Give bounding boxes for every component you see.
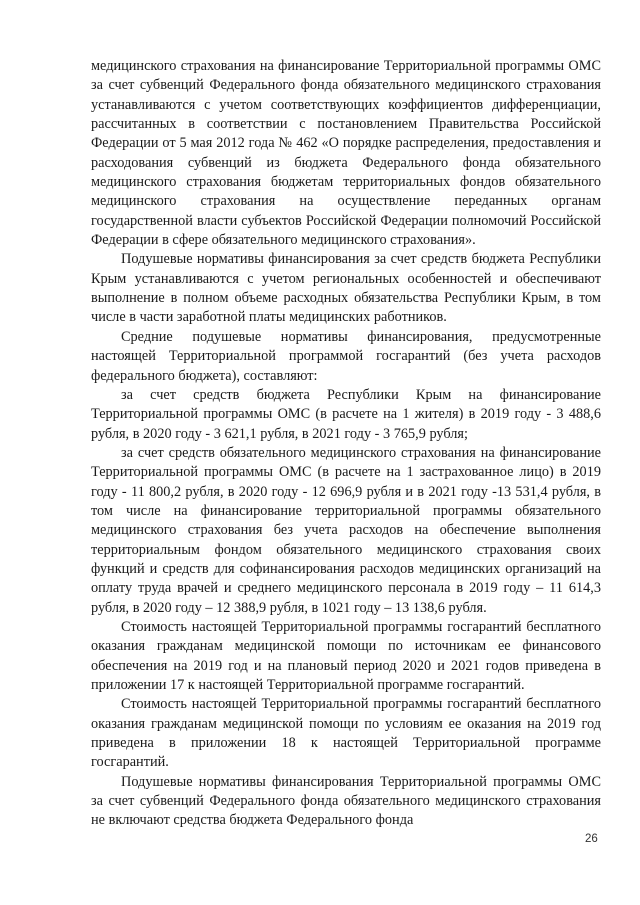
paragraph-subvention-coefficients: медицинского страхования на финансирование Территориальной программы ОМС за счет субвенций Федерального фонда обязательного медицинского страхования устанавливаются с учетом соответствующих коэффициентов дифференциации, рассчитанных в соответствии с постановлением Правительства Российской Федерации от 5 мая 2012 года № 462 «О порядке распределения, предоставления и расходования субвенций из бюджета Федерального фонда обязательного медицинского страхования бюджетам территориальных фондов обязательного медицинского страхования на осуществление переданных органам государственной власти субъектов Российской Федерации полномочий Российской Федерации в сфере обязательного медицинского страхования». [91,58,601,249]
paragraph-subvention-exclusions: Подушевые нормативы финансирования Территориальной программы ОМС за счет субвенций Федерального фонда обязательного медицинского страхования не включают средства бюджета Федерального фонда [91,773,601,829]
paragraph-crimea-budget-amounts: за счет средств бюджета Республики Крым на финансирование Территориальной программы ОМС (в расчете на 1 жителя) в 2019 году - 3 488,6 рубля, в 2020 году - 3 621,1 рубля, в 2021 году - 3 765,9 рубля; [91,386,601,442]
document-body [91,57,601,831]
paragraph-cost-by-conditions: Стоимость настоящей Территориальной программы госгарантий бесплатного оказания гражданам медицинской помощи по условиям ее оказания на 2019 год приведена в приложении 18 к настоящей Территориальной программе госгарантий. [91,696,601,771]
paragraph-cost-by-sources: Стоимость настоящей Территориальной программы госгарантий бесплатного оказания гражданам медицинской помощи по источникам ее финансового обеспечения на 2019 год и на плановый период 2020 и 2021 годов приведена в приложении 17 к настоящей Территориальной программе госгарантий. [91,618,601,693]
paragraph-crimea-budget-norms: Подушевые нормативы финансирования за счет средств бюджета Республики Крым устанавливаются с учетом региональных особенностей и обеспечивают выполнение в полном объеме расходных обязательства Республики Крым, в том числе в части заработной платы медицинских работников. [91,251,601,326]
paragraph-oms-amounts: за счет средств обязательного медицинского страхования на финансирование Территориальной программы ОМС (в расчете на 1 застрахованное лицо) в 2019 году - 11 800,2 рубля, в 2020 году - 12 696,9 рубля и в 2021 году -13 531,4 рубля, в том числе на финансирование территориальной программы обязательного медицинского страхования без учета расходов на обеспечение выполнения территориальным фондом обязательного медицинского страхования своих функций и средств для софинансирования расходов медицинских организаций на оплату труда врачей и среднего медицинского персонала в 2019 году – 11 614,3 рубля, в 2020 году – 12 388,9 рубля, в 1021 году – 13 138,6 рубля. [91,444,601,616]
page-number: 26 [585,833,598,845]
paragraph-average-norms-intro: Средние подушевые нормативы финансирования, предусмотренные настоящей Территориальной программой госгарантий (без учета расходов федерального бюджета), составляют: [91,328,601,384]
